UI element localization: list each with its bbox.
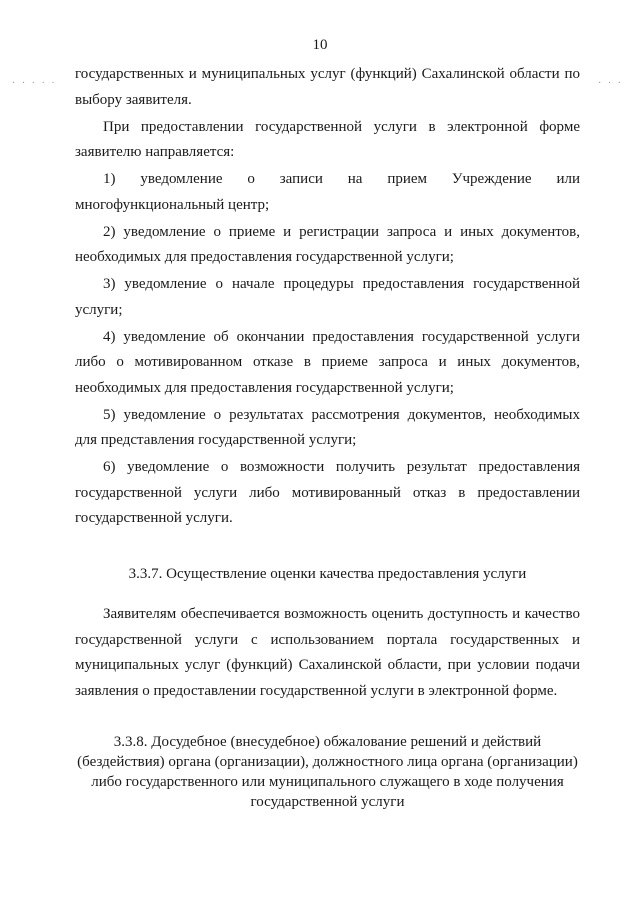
- scan-artifact-left: · · · · ·: [12, 78, 57, 89]
- list-item-2: 2) уведомление о приеме и регистрации запроса и иных документов, необходимых для предоставления государственной услуги;: [75, 223, 580, 265]
- section-3-3-7-text: Заявителям обеспечивается возможность оценить доступность и качество государственной услуги с использованием портала государственных и муниципальных услуг (функций) Сахалинской области, при условии подачи заявления о предоставлении государственной услуги в электронной форме.: [75, 606, 580, 699]
- scan-artifact-right: · · ·: [598, 78, 623, 89]
- document-body: [75, 62, 580, 812]
- section-heading-3-3-8-line-2: (бездействия) органа (организации), должностного лица органа (организации): [77, 754, 578, 770]
- list-item-5: 5) уведомление о результатах рассмотрения документов, необходимых для представления государственной услуги;: [75, 406, 580, 448]
- section-heading-3-3-8: [75, 732, 580, 812]
- paragraph-continuation: государственных и муниципальных услуг (функций) Сахалинской области по выбору заявителя.: [75, 66, 580, 108]
- list-item-6: 6) уведомление о возможности получить результат предоставления государственной услуги либо мотивированный отказ в предоставлении государственной услуги.: [75, 459, 580, 526]
- section-heading-3-3-8-line-1: 3.3.8. Досудебное (внесудебное) обжалование решений и действий: [113, 734, 542, 750]
- section-heading-3-3-8-line-3: либо государственного или муниципального служащего в ходе получения: [91, 774, 564, 790]
- list-item-1: 1) уведомление о записи на прием Учреждение или многофункциональный центр;: [75, 171, 580, 213]
- section-heading-3-3-8-line-4: государственной услуги: [250, 794, 405, 810]
- paragraph-electronic-form: При предоставлении государственной услуги в электронной форме заявителю направляется:: [75, 118, 580, 160]
- list-item-3: 3) уведомление о начале процедуры предоставления государственной услуги;: [75, 276, 580, 318]
- section-heading-3-3-7: 3.3.7. Осуществление оценки качества предоставления услуги: [128, 565, 527, 582]
- page-number: 10: [312, 37, 328, 53]
- list-item-4: 4) уведомление об окончании предоставления государственной услуги либо о мотивированном отказе в приеме запроса и иных документов, необходимых для предоставления государственной услуги;: [75, 328, 580, 396]
